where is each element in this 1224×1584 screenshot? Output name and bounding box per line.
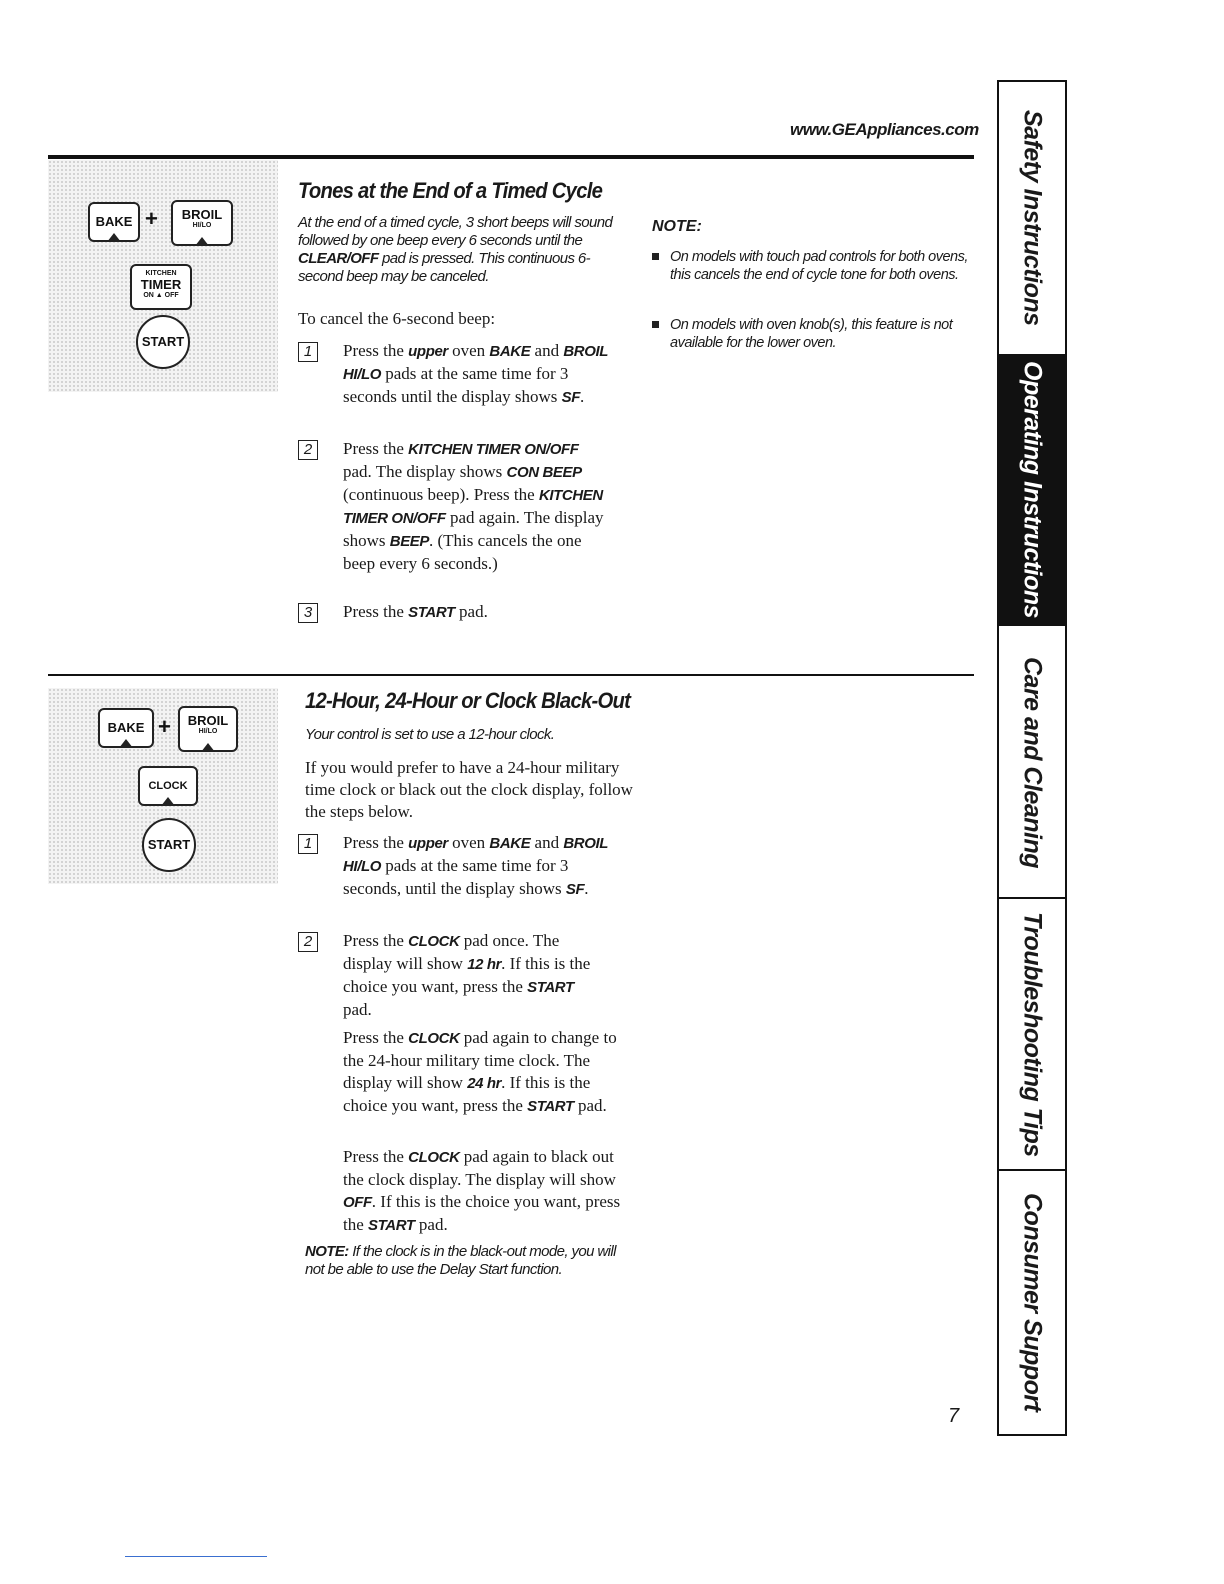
clock-note: NOTE: If the clock is in the black-out mode, you will not be able to use the Delay Start function. <box>305 1243 616 1278</box>
tab-operating-instructions[interactable]: Operating Instructions <box>999 354 1065 626</box>
tab-care-and-cleaning[interactable]: Care and Cleaning <box>1018 656 1047 868</box>
footer-line <box>125 1556 267 1557</box>
bullet-square-icon <box>652 253 659 260</box>
step-text: Press the START pad. <box>343 602 488 621</box>
bullet-square-icon <box>652 321 659 328</box>
step-number: 1 <box>298 342 318 362</box>
step-number: 2 <box>298 440 318 460</box>
plus-sign: + <box>158 714 171 739</box>
section-title-tones: Tones at the End of a Timed Cycle <box>298 178 603 203</box>
step-number: 2 <box>298 932 318 952</box>
tab-consumer-support[interactable]: Consumer Support <box>1018 1193 1047 1412</box>
website-url[interactable]: www.GEAppliances.com <box>790 120 979 139</box>
clock-blackout-paragraph: Press the CLOCK pad again to black out the clock display. The display will show OFF. If this is the choice you want, press the START pad. <box>343 1147 621 1234</box>
cancel-instruction: To cancel the 6-second beep: <box>298 309 496 328</box>
start-pad: START <box>136 315 190 369</box>
start-pad: START <box>142 818 196 872</box>
section-title-clock: 12-Hour, 24-Hour or Clock Black-Out <box>305 688 631 713</box>
note-bullet-1: On models with touch pad controls for both ovens, this cancels the end of cycle tone for both ovens. <box>652 248 970 284</box>
step-text: Press the upper oven BAKE and BROIL HI/LO pads at the same time for 3 seconds until the display shows SF. <box>343 341 608 406</box>
tones-intro: At the end of a timed cycle, 3 short beeps will sound followed by one beep every 6 seconds until the CLEAR/OFF pad is pressed. This continuous 6-second beep may be canceled. <box>298 214 613 285</box>
note-heading: NOTE: <box>652 218 702 235</box>
section-divider <box>48 674 974 676</box>
section-tabs <box>997 80 1067 1436</box>
page-number: 7 <box>948 1405 960 1427</box>
step-text: Press the CLOCK pad once. The display will show 12 hr. If this is the choice you want, press the START pad. <box>343 931 591 1019</box>
broil-hilo-pad: BROIL HI/LO <box>171 200 233 246</box>
clock-intro: Your control is set to use a 12-hour clock. <box>305 726 555 743</box>
step-text: Press the KITCHEN TIMER ON/OFF pad. The display shows CON BEEP (continuous beep). Press the KITCHEN TIMER ON/OFF pad again. The display shows BEEP. (This cancels the one beep every 6 seconds.) <box>343 439 604 573</box>
broil-hilo-pad: BROIL HI/LO <box>178 706 238 752</box>
tab-safety-instructions[interactable]: Safety Instructions <box>1018 110 1047 326</box>
kitchen-timer-pad: KITCHEN TIMER ON ▲ OFF <box>130 264 192 310</box>
tab-troubleshooting-tips[interactable]: Troubleshooting Tips <box>1018 911 1047 1157</box>
control-panel-illustration-clock <box>48 688 278 884</box>
step-number: 3 <box>298 603 318 623</box>
note-bullet-2: On models with oven knob(s), this feature is not available for the lower oven. <box>652 316 970 352</box>
bake-pad: BAKE <box>88 202 140 242</box>
bake-pad: BAKE <box>98 708 154 748</box>
plus-sign: + <box>145 206 158 231</box>
clock-pad: CLOCK <box>138 766 198 806</box>
step-text: Press the upper oven BAKE and BROIL HI/LO pads at the same time for 3 seconds, until the display shows SF. <box>343 833 608 898</box>
header-rule <box>48 155 974 159</box>
clock-24hr-paragraph: Press the CLOCK pad again to change to the 24-hour military time clock. The display will show 24 hr. If this is the choice you want, press the START pad. <box>343 1028 617 1115</box>
control-panel-illustration-tones <box>48 160 278 392</box>
step-number: 1 <box>298 834 318 854</box>
clock-paragraph: If you would prefer to have a 24-hour military time clock or black out the clock display, follow the steps below. <box>305 758 633 821</box>
